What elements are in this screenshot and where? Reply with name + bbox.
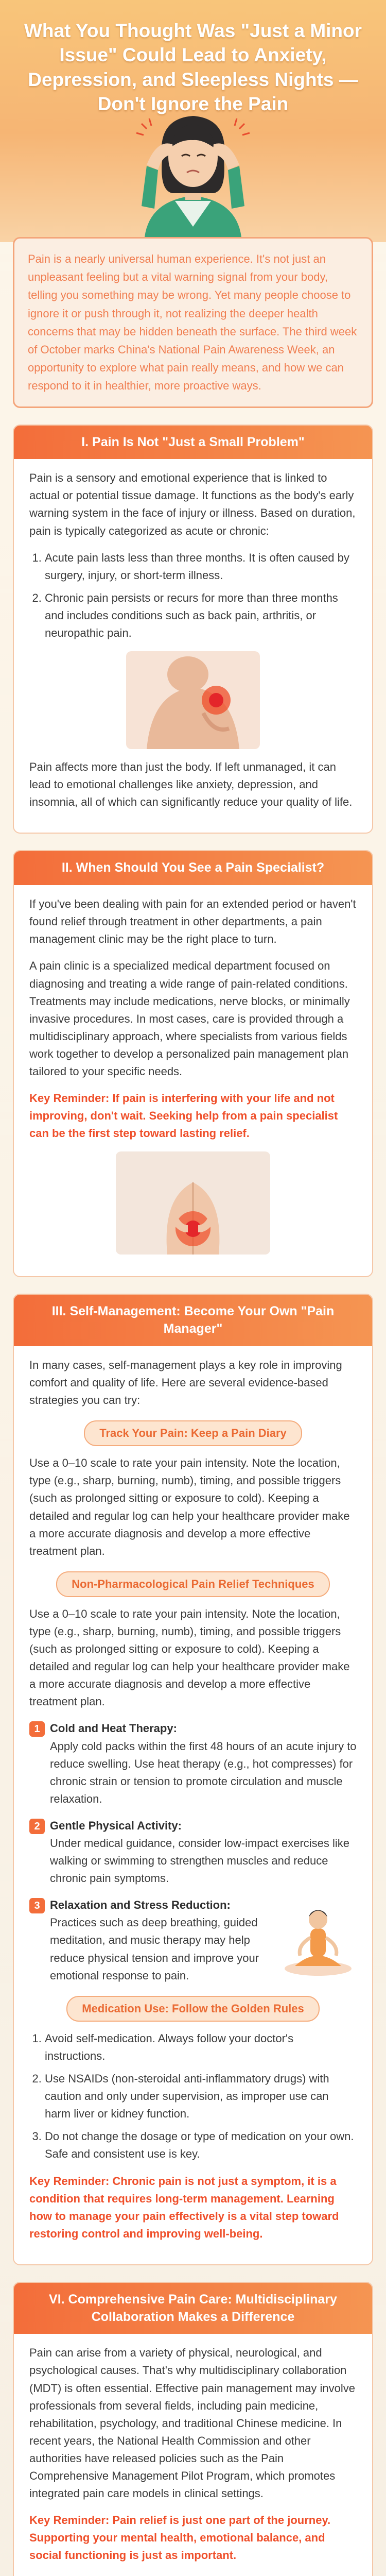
section1-paragraph: Pain affects more than just the body. If left unmanaged, it can lead to emotional challenges like anxiety, depression, and insomnia, all of which can significantly reduce your quality of life.: [29, 760, 353, 809]
key-reminder: Key Reminder: Chronic pain is not just a symptom, it is a condition that requires long-term management. Learning how to manage your pain effectively is a vital step toward restoring control and improving well-being.: [29, 2174, 339, 2240]
intro-card: [13, 237, 373, 408]
method-text: Under medical guidance, consider low-impact exercises like walking or swimming to strengthen muscles and reduce chronic pain symptoms.: [50, 1837, 350, 1885]
method-title: Gentle Physical Activity:: [50, 1819, 182, 1832]
section4-paragraph: Pain can arise from a variety of physical, neurological, and psychological causes. That's why multidisciplinary collaboration (MDT) is often essential. Effective pain management may involve professionals from several fields, including pain medicine, rehabilitation, psychology, and traditional Chinese medicine. In recent years, the National Health Commission and other authorities have released policies such as the Pain Comprehensive Management Pilot Program, which promotes integrated pain care models in clinical settings.: [29, 2346, 355, 2500]
section-when-see-specialist: [13, 850, 373, 1277]
subheading-pill: Non-Pharmacological Pain Relief Techniques: [56, 1571, 329, 1597]
section1-paragraph: Pain is a sensory and emotional experience that is linked to actual or potential tissue damage. It functions as the body's early warning system in the face of injury or illness. Based on duration, pain is typically categorized as acute or chronic:: [29, 471, 356, 537]
list-item: 1. Acute pain lasts less than three months. It is often caused by surgery, injury, or short-term illness.: [45, 549, 357, 584]
meditation-illustration: [279, 1896, 357, 1979]
method-number: 2: [29, 1819, 45, 1834]
subheading-pill: Medication Use: Follow the Golden Rules: [66, 1996, 319, 2022]
list-item: 3. Do not change the dosage or type of medication on your own. Safe and consistent use is key.: [45, 2128, 357, 2163]
section3-paragraph: In many cases, self-management plays a key role in improving comfort and quality of life. Here are several evidence-based strategies you can try:: [29, 1358, 342, 1407]
method-number: 3: [29, 1898, 45, 1913]
list-item: 2. Use NSAIDs (non-steroidal anti-inflammatory drugs) with caution and only under supervision, as improper use can harm liver or kidney function.: [45, 2070, 357, 2123]
hero-title: What You Thought Was "Just a Minor Issue" Could Lead to Anxiety, Depression, and Sleepless Nights — Don't Ignore the Pain: [24, 20, 362, 115]
medication-rules-list: [45, 2030, 357, 2163]
section-comprehensive-care: [13, 2282, 373, 2576]
list-item: 1. Avoid self-medication. Always follow your doctor's instructions.: [45, 2030, 357, 2065]
section4-heading: VI. Comprehensive Pain Care: Multidisciplinary Collaboration Makes a Difference: [14, 2283, 372, 2334]
section3-paragraph: Use a 0–10 scale to rate your pain intensity. Note the location, type (e.g., sharp, burning, numb), timing, and possible triggers (such as prolonged sitting or exposure to cold). Keeping a detailed and regular log can help your healthcare provider make a more accurate diagnosis and develop a more effective treatment plan.: [29, 1456, 350, 1557]
hero-banner: [0, 0, 386, 242]
woman-with-headache-illustration: [126, 103, 260, 242]
section2-heading: II. When Should You See a Pain Specialist?: [14, 851, 372, 885]
section2-paragraph: A pain clinic is a specialized medical department focused on diagnosing and treating a wide range of pain-related conditions. Treatments may include medications, nerve blocks, or minimally invasive procedures. In most cases, care is provided through a multidisciplinary approach, where specialists from various fields work together to develop a personalized pain management plan tailored to your specific needs.: [29, 959, 350, 1078]
method-item: [29, 1817, 357, 1887]
pain-types-list: [45, 549, 357, 642]
key-reminder: Key Reminder: Pain relief is just one part of the journey. Supporting your mental health, emotional balance, and social functioning is just as important.: [29, 2514, 331, 2562]
method-item: [29, 1896, 357, 1984]
method-text: Apply cold packs within the first 48 hours of an acute injury to reduce swelling. Use heat therapy (e.g., hot compresses) for chronic strain or tension to promote circulation and muscle relaxation.: [50, 1739, 357, 1805]
section3-paragraph: Use a 0–10 scale to rate your pain intensity. Note the location, type (e.g., sharp, burning, numb), timing, and possible triggers (such as prolonged sitting or exposure to cold). Keeping a detailed and regular log can help your healthcare provider make a more accurate diagnosis and develop a more effective treatment plan.: [29, 1607, 350, 1708]
method-text: Practices such as deep breathing, guided meditation, and music therapy may help reduce physical tension and improve your emotional response to pain.: [50, 1916, 259, 1982]
intro-text: Pain is a nearly universal human experience. It's not just an unpleasant feeling but a vital warning signal from your body, telling you something may be wrong. Yet many people choose to ignore it or push through it, not realizing the deeper health concerns that may be hidden beneath the surface. The third week of October marks China's National Pain Awareness Week, an opportunity to explore what pain really means, and how we can respond to it in healthier, more proactive ways.: [28, 252, 357, 393]
shoulder-pain-illustration: [126, 651, 260, 749]
section-pain-not-small: [13, 425, 373, 834]
method-title: Cold and Heat Therapy:: [50, 1722, 177, 1735]
method-number: 1: [29, 1721, 45, 1737]
subheading-pill: Track Your Pain: Keep a Pain Diary: [84, 1420, 302, 1446]
list-item: 2. Chronic pain persists or recurs for more than three months and includes conditions such as back pain, arthritis, or neuropathic pain.: [45, 589, 357, 642]
back-pain-illustration: [116, 1151, 270, 1255]
section2-paragraph: If you've been dealing with pain for an extended period or haven't found relief through treatment in other departments, a pain management clinic may be the right place to turn.: [29, 897, 356, 946]
section1-heading: I. Pain Is Not "Just a Small Problem": [14, 426, 372, 460]
method-item: [29, 1720, 357, 1807]
key-reminder: Key Reminder: If pain is interfering with your life and not improving, don't wait. Seeking help from a pain specialist can be the first step toward lasting relief.: [29, 1092, 338, 1140]
section-self-management: [13, 1294, 373, 2265]
method-title: Relaxation and Stress Reduction:: [50, 1899, 231, 1912]
section3-heading: III. Self-Management: Become Your Own "Pain Manager": [14, 1295, 372, 1346]
